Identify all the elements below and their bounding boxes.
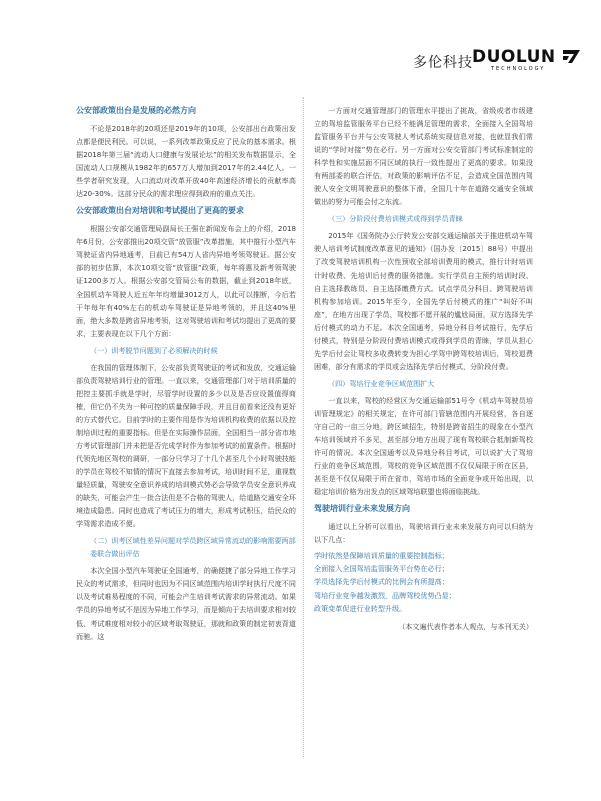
paragraph: 根据公安部交通管理局副局长王强在新闻发布会上的介绍，2018年6月份，公安部推出20项交管“放管服”改革措施，其中推行小型汽车驾驶证省内异地通考，目前已有54万人省内异地考领驾驶证。据公安部的初步估算，本次10项交管“放管服”政策，每年将惠及新考领驾驶证1200多万人。根据公安部交管局公布的数据，截止到2018年底，全国机动车驾驶人近五年年均增量3012万人，以此可以推断，今后若干年每年有40%左右的机动车驾驶证是异地考领的，并且这40%里面，绝大多数是跨省异地考领，这对驾驶培训和考试均提出了更高的要求，主要表现在以下几个方面：	[76, 224, 296, 338]
subheading-competition-expansion: （四）驾培行业竞争区域范围扩大	[328, 378, 435, 388]
list-item: 政策变革促进行业转型升级。	[314, 603, 407, 613]
list-item: 全面接入全国驾培监管服务平台势在必行；	[314, 564, 449, 574]
disclaimer-note: （本文遍代表作者本人观点，与本刊无关）	[398, 621, 533, 631]
column-divider	[303, 97, 304, 757]
subheading-staged-payment: （三）分阶段付费培训模式或得到学员青睐	[328, 214, 463, 224]
brand-tagline: TECHNOLOGY	[491, 66, 546, 72]
subheading-training-exam-gap: （一）训考脱节问题到了必须解决的时候	[90, 345, 218, 355]
brand-name-en: DUOLUN	[472, 47, 556, 67]
right-column	[314, 104, 533, 633]
brand-name-cn: 多伦科技	[413, 55, 473, 71]
list-item: 学时依然是保障培训质量的重要控制指标；	[314, 551, 449, 561]
list-item: 学员选择先学后付模式的比例会有所提高；	[314, 577, 449, 587]
paragraph: 通过以上分析可以看出，驾驶培训行业未来发展方向可以归纳为以下几点：	[314, 522, 533, 545]
paragraph: 一方面对交通管理部门的管理水平提出了挑战，省级或者市级建立的驾培监管服务平台已经不能满足管理的需求，全面接入全国驾培监管服务平台并与公安驾驶人考试系统实现信息对接，也就显我们常说的“学时对接”势在必行。另一方面对公安交管部门考试标准制定的科学性和实施层面不同区域的执行一致性提出了更高的要求。如果没有两部委的联合评估，对政策的影响评估不足，会造成全国范围内驾驶人安全文明驾驶意识的整体下滑，全国几十年在道路交通安全领域做出的努力可能会付之东流。	[314, 106, 533, 207]
paragraph: 2015年《国务院办公厅转发公安部交通运输部关于推进机动车驾驶人培训考试制度改革意见的通知》（国办发〔2015〕88号）中提出了改变驾驶培训机构一次性预收全部培训费用的模式，推行计时培训计时收费、先培训后付费的服务措施。实行学员自主预约培训时段、自主选择教练员、自主选择缴费方式。试点学员分科目、跨驾驶培训机构参加培训。2015年至今，全国先学后付模式的推广“叫好不叫座”，在地方出现了学员、驾校都不愿开展的尴尬局面，双方选择先学后付模式的动力不足。本次全国通考，异地分科目考试推行，先学后付模式，特别是分阶段付费培训模式或得到学员的青睐，学员从担心先学后付会让驾校多收费转变为担心学驾中跨驾校培训后，驾校退费困难，部分有需求的学员或会选择先学后付模式，分阶段付费。	[314, 231, 533, 371]
paragraph: 在我国的管理体制下，公安部负责驾驶证的考试和发放，交通运输部负责驾驶培训行业的管理。一直以来，交通管理部门对于培训质量的把控主要抓手就是学时，尽管学时设置的多少以及是否应设置值得商榷，但它仍不失为一种可控的质量保障手段，并且目前看来还没有更好的方式替代它。目前学时的主要作用是作为培训机构收费的依据以及控制培训过程的重要指标。但是在实际操作层面，全国相当一部分省市地方考试管理部门并未把是否完成学时作为参加考试的前置条件。根据时代领先地区驾校的调研，一部分只学习了十几个甚至几个小时驾驶技能的学员在驾校不知情的情况下直接去参加考试，培训时间不足，重视数量轻质量，驾驶安全意识养成的培训模式势必会导致学员安全意识养成的缺失，可能会产生一批合法但是不合格的驾驶人，给道路交通安全环境造成隐患。同时也造成了考试压力的增大，形成考试积压，给民众的学驾需求造成不便。	[76, 362, 296, 529]
subheading-regional-differences: （二）训考区域性差异问题对学员跨区域异常流动的影响需要两部委联合做出评估	[90, 536, 296, 559]
paragraph: 本次全国小型汽车驾驶证全国通考，的确便捷了部分异地工作学习民众的考试需求，但同时也因为不同区域范围内培训学时执行尺度不同以及考试难易程度的不同，可能会产生培训考试需求的异常流动。如果学员的异地考试不是因为异地工作学习，而是倾向于去培训要求相对较低、考试难度相对较小的区域考取驾驶证，那就和政策的制定初衷背道而驰。这	[76, 566, 296, 641]
section-heading-policy-direction: 公安部政策出台是发展的必然方向	[76, 106, 196, 115]
duolun-logo-icon	[562, 49, 581, 64]
paragraph: 不论是2018年的20项还是2019年的10项，公安部出台政策出发点都是便民利民。可以说，一系列改革政策反应了民众的基本需求。根据2018年第三届“流动人口健康与发展论坛”的相关发布数据显示，全国流动人口规模从1982年的657万人增加到2017年的2.44亿人。一些学者研究发现，人口流动对改革开放40年高速经济增长的贡献率高达20-30%。这部分民众的需求理应得到政府的重点关注。	[76, 124, 296, 199]
section-heading-training-requirements: 公安部政策出台对培训和考试提出了更高的要求	[76, 206, 244, 216]
paragraph: 一直以来，驾校的经营区为交通运输部51号令《机动车驾驶员培训管理规定》的相关规定，在许可部门管辖范围内开展经营，各自逐守自己的一亩三分地，跨区域招生，特别是跨省招生的现象在小型汽车培训领域并不多见，甚至部分地方出现了现有驾校联合抵制新驾校许可的情况。本次全国通考以及异地分科目考试，可以说扩大了驾培行业的竞争区域范围，驾校的竞争区域范围不仅仅局限于所在区县，甚至是不仅仅局限于所在省市，驾培市场的全面竞争或开始出现，以稳定培训价格为出发点的区域驾培联盟也将面临挑战。	[314, 395, 533, 497]
future-direction-list	[314, 549, 533, 614]
list-item: 驾培行业竞争越发激烈，品牌驾校优势凸显；	[314, 590, 456, 600]
page-top-margin	[0, 0, 601, 36]
section-heading-future-direction: 驾驶培训行业未来发展方向	[314, 504, 410, 514]
left-column	[76, 104, 296, 643]
